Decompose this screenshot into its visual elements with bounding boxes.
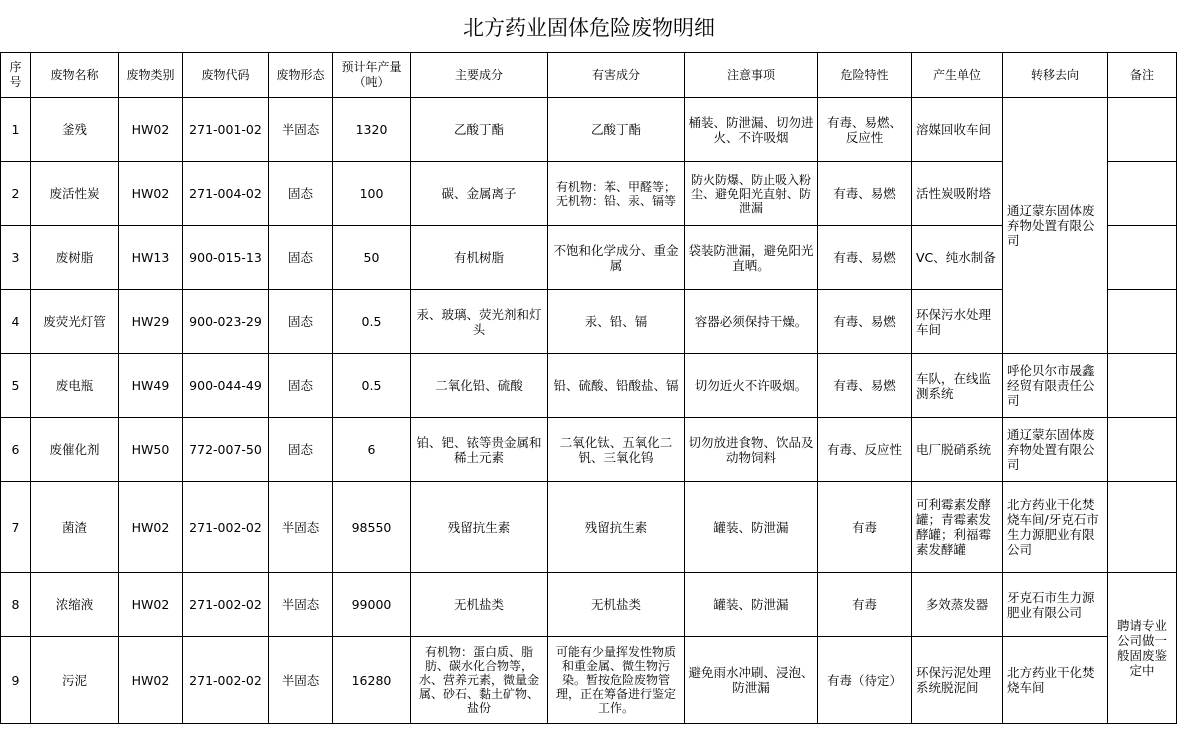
table-row [1,637,1177,724]
cell-harmful: 汞、铅、镉 [548,290,685,354]
cell-seq: 6 [1,418,31,482]
cell-notes: 袋装防泄漏，避免阳光直晒。 [685,226,818,290]
cell-category: HW02 [119,98,183,162]
cell-unit: 电厂脱硝系统 [912,418,1003,482]
table-row [1,418,1177,482]
page-title: 北方药业固体危险废物明细 [463,16,715,40]
table-row [1,226,1177,290]
cell-main: 乙酸丁酯 [411,98,548,162]
cell-notes: 避免雨水冲刷、浸泡、防泄漏 [685,637,818,724]
cell-transfer: 牙克石市生力源肥业有限公司 [1003,573,1108,637]
cell-output: 98550 [333,482,411,573]
cell-form: 固态 [269,226,333,290]
cell-harmful: 铅、硫酸、铅酸盐、镉 [548,354,685,418]
cell-seq: 7 [1,482,31,573]
cell-seq: 1 [1,98,31,162]
cell-remark [1108,354,1177,418]
cell-form: 固态 [269,290,333,354]
cell-transfer: 通辽蒙东固体废弃物处置有限公司 [1003,98,1108,354]
cell-category: HW02 [119,482,183,573]
cell-notes: 罐装、防泄漏 [685,573,818,637]
cell-name: 浓缩液 [31,573,119,637]
header-code: 废物代码 [183,53,269,98]
cell-hazard: 有毒、易燃、反应性 [818,98,912,162]
header-form: 废物形态 [269,53,333,98]
cell-name: 废催化剂 [31,418,119,482]
cell-form: 固态 [269,162,333,226]
cell-main: 无机盐类 [411,573,548,637]
cell-seq: 9 [1,637,31,724]
hazardous-waste-table [0,52,1177,724]
cell-notes: 容器必须保持干燥。 [685,290,818,354]
cell-code: 271-002-02 [183,482,269,573]
header-output: 预计年产量（吨） [333,53,411,98]
cell-form: 固态 [269,354,333,418]
cell-harmful: 可能有少量挥发性物质和重金属、微生物污染。暂按危险废物管理，正在筹备进行鉴定工作。 [548,637,685,724]
cell-category: HW13 [119,226,183,290]
header-harmful: 有害成分 [548,53,685,98]
cell-remark [1108,162,1177,226]
cell-seq: 4 [1,290,31,354]
cell-output: 50 [333,226,411,290]
cell-hazard: 有毒（待定） [818,637,912,724]
cell-transfer: 北方药业干化焚烧车间/牙克石市生力源肥业有限公司 [1003,482,1108,573]
cell-name: 废荧光灯管 [31,290,119,354]
cell-remark [1108,482,1177,573]
cell-remark [1108,226,1177,290]
cell-main: 碳、金属离子 [411,162,548,226]
cell-notes: 防火防爆、防止吸入粉尘、避免阳光直射、防泄漏 [685,162,818,226]
cell-harmful: 残留抗生素 [548,482,685,573]
header-seq: 序号 [1,53,31,98]
cell-hazard: 有毒、易燃 [818,226,912,290]
cell-main: 汞、玻璃、荧光剂和灯头 [411,290,548,354]
cell-output: 100 [333,162,411,226]
cell-category: HW02 [119,162,183,226]
cell-output: 6 [333,418,411,482]
cell-main: 残留抗生素 [411,482,548,573]
cell-category: HW50 [119,418,183,482]
cell-code: 271-002-02 [183,637,269,724]
cell-form: 半固态 [269,637,333,724]
header-name: 废物名称 [31,53,119,98]
cell-unit: 多效蒸发器 [912,573,1003,637]
cell-harmful: 无机盐类 [548,573,685,637]
cell-code: 900-044-49 [183,354,269,418]
cell-harmful: 二氧化钛、五氧化二钒、三氧化钨 [548,418,685,482]
header-main: 主要成分 [411,53,548,98]
table-row [1,98,1177,162]
cell-unit: 车队，在线监测系统 [912,354,1003,418]
table-row [1,162,1177,226]
cell-unit: 活性炭吸附塔 [912,162,1003,226]
cell-code: 271-001-02 [183,98,269,162]
cell-output: 16280 [333,637,411,724]
cell-notes: 切勿近火不许吸烟。 [685,354,818,418]
header-category: 废物类别 [119,53,183,98]
cell-seq: 2 [1,162,31,226]
header-row [1,53,1177,98]
cell-name: 菌渣 [31,482,119,573]
cell-code: 271-004-02 [183,162,269,226]
cell-form: 半固态 [269,573,333,637]
cell-main: 有机物：蛋白质、脂肪、碳水化合物等，水、营养元素，微量金属、砂石、黏土矿物、盐份 [411,637,548,724]
cell-transfer: 通辽蒙东固体废弃物处置有限公司 [1003,418,1108,482]
cell-unit: 可利霉素发酵罐；青霉素发酵罐；利福霉素发酵罐 [912,482,1003,573]
cell-form: 半固态 [269,482,333,573]
cell-harmful: 不饱和化学成分、重金属 [548,226,685,290]
cell-unit: 环保污泥处理系统脱泥间 [912,637,1003,724]
cell-main: 有机树脂 [411,226,548,290]
cell-transfer: 呼伦贝尔市晟鑫经贸有限责任公司 [1003,354,1108,418]
cell-main: 铂、钯、铱等贵金属和稀土元素 [411,418,548,482]
cell-output: 0.5 [333,290,411,354]
cell-category: HW49 [119,354,183,418]
cell-unit: 环保污水处理车间 [912,290,1003,354]
cell-harmful: 乙酸丁酯 [548,98,685,162]
header-hazard: 危险特性 [818,53,912,98]
table-row [1,354,1177,418]
table-row [1,290,1177,354]
cell-remark [1108,290,1177,354]
cell-hazard: 有毒、易燃 [818,162,912,226]
header-remark: 备注 [1108,53,1177,98]
cell-main: 二氧化铅、硫酸 [411,354,548,418]
cell-seq: 5 [1,354,31,418]
cell-form: 固态 [269,418,333,482]
cell-seq: 8 [1,573,31,637]
header-transfer: 转移去向 [1003,53,1108,98]
cell-category: HW02 [119,573,183,637]
cell-harmful: 有机物：苯、甲醛等；无机物：铅、汞、镉等 [548,162,685,226]
cell-hazard: 有毒 [818,573,912,637]
cell-remark [1108,98,1177,162]
cell-hazard: 有毒 [818,482,912,573]
cell-category: HW02 [119,637,183,724]
cell-code: 900-023-29 [183,290,269,354]
cell-name: 废电瓶 [31,354,119,418]
cell-output: 99000 [333,573,411,637]
cell-code: 900-015-13 [183,226,269,290]
table-row [1,482,1177,573]
cell-category: HW29 [119,290,183,354]
table-row [1,573,1177,637]
header-unit: 产生单位 [912,53,1003,98]
cell-code: 772-007-50 [183,418,269,482]
cell-form: 半固态 [269,98,333,162]
cell-unit: VC、纯水制备 [912,226,1003,290]
cell-name: 污泥 [31,637,119,724]
cell-seq: 3 [1,226,31,290]
cell-hazard: 有毒、易燃 [818,290,912,354]
cell-hazard: 有毒、反应性 [818,418,912,482]
cell-remark: 聘请专业公司做一般固废鉴定中 [1108,573,1177,724]
cell-transfer: 北方药业干化焚烧车间 [1003,637,1108,724]
cell-code: 271-002-02 [183,573,269,637]
cell-notes: 罐装、防泄漏 [685,482,818,573]
cell-notes: 桶装、防泄漏、切勿进火、不许吸烟 [685,98,818,162]
cell-name: 废活性炭 [31,162,119,226]
cell-name: 釜残 [31,98,119,162]
cell-hazard: 有毒、易燃 [818,354,912,418]
cell-unit: 溶媒回收车间 [912,98,1003,162]
cell-output: 0.5 [333,354,411,418]
cell-output: 1320 [333,98,411,162]
cell-remark [1108,418,1177,482]
cell-notes: 切勿放进食物、饮品及动物饲料 [685,418,818,482]
header-notes: 注意事项 [685,53,818,98]
cell-name: 废树脂 [31,226,119,290]
